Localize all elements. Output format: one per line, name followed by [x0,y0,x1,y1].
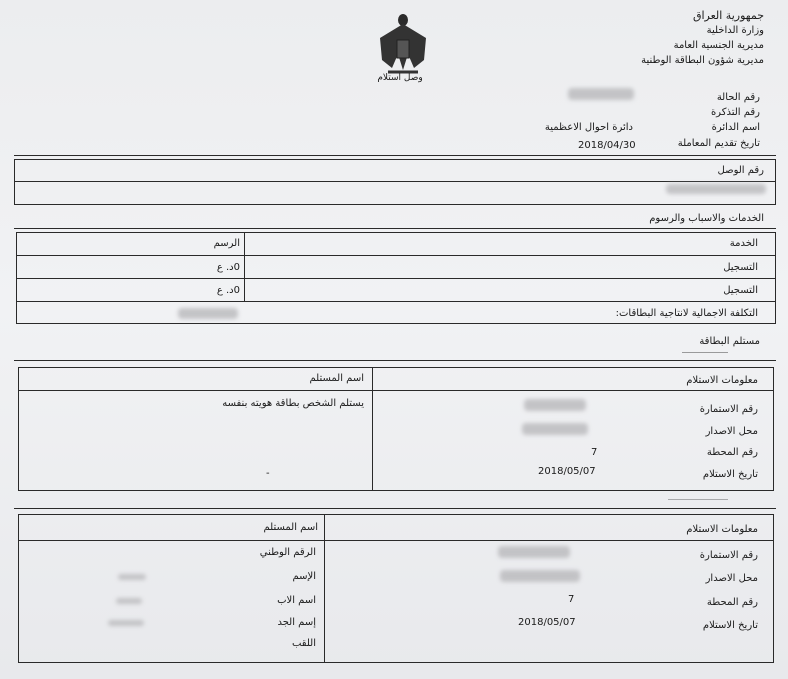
submission-date-value: 2018/04/30 [578,140,636,151]
recipient-dash-1: - [266,468,270,479]
redacted-form-number-2 [498,546,570,558]
directorate-name: مديرية الجنسية العامة [673,40,764,51]
receipt-info-header-2: معلومات الاستلام [686,524,758,535]
receipt-date-label-2: تاريخ الاستلام [702,620,758,631]
redacted-father-name [116,598,142,604]
fee-row-1: 0د. ع [216,262,240,273]
service-row-2: التسجيل [723,285,758,296]
eagle-emblem-icon [374,8,432,80]
receipt-date-label-1: تاريخ الاستلام [702,469,758,480]
receipt-info-table-2 [18,514,774,663]
station-number-value-1: 7 [591,447,598,458]
surname-label: اللقب [291,638,316,649]
redacted-case-number [568,88,634,100]
name-label: الإسم [292,571,316,582]
grandfather-name-label: إسم الجد [277,617,316,628]
receipt-info-table-1 [18,367,774,491]
receipt-date-value-2: 2018/05/07 [518,617,576,628]
fee-row-2: 0د. ع [216,285,240,296]
issue-place-label-2: محل الاصدار [705,573,758,584]
department-value: دائرة احوال الاعظمية [544,122,633,133]
service-header: الخدمة [729,238,758,249]
redacted-issue-place-2 [500,570,580,582]
case-number-label: رقم الحالة [716,92,760,103]
issue-place-label-1: محل الاصدار [705,426,758,437]
redacted-total-cost [178,308,238,319]
card-recipient-title: مستلم البطاقة [699,336,760,347]
department-name: مديرية شؤون البطاقة الوطنية [641,55,764,66]
receipt-info-header-1: معلومات الاستلام [686,375,758,386]
emblem-caption: وصل استلام [377,73,423,83]
redacted-name [118,574,146,580]
station-number-label-2: رقم المحطة [706,597,758,608]
form-number-label-2: رقم الاستمارة [699,550,758,561]
recipient-name-header-2: اسم المستلم [263,522,318,533]
self-collection-note: يستلم الشخص بطاقة هويته بنفسه [222,398,364,409]
fee-header: الرسم [213,238,240,249]
ministry-name: وزارة الداخلية [706,25,764,36]
father-name-label: اسم الاب [277,595,316,606]
redacted-grandfather-name [108,620,144,626]
country-name: جمهورية العراق [692,9,764,22]
services-section-title: الخدمات والاسباب والرسوم [649,213,764,224]
national-number-label: الرقم الوطني [259,547,316,558]
receipt-number-box [14,159,776,205]
redacted-receipt-number [666,184,766,194]
service-row-1: التسجيل [723,262,758,273]
receipt-date-value-1: 2018/05/07 [538,466,596,477]
total-cost-label: التكلفة الاجمالية لانتاجية البطاقات: [615,308,758,319]
department-label: اسم الدائرة [711,122,760,133]
ticket-number-label: رقم التذكرة [710,107,760,118]
redacted-issue-place-1 [522,423,588,435]
submission-date-label: تاريخ تقديم المعاملة [677,138,760,149]
redacted-form-number-1 [524,399,586,411]
receipt-number-label: رقم الوصل [717,165,764,176]
recipient-name-header-1: اسم المستلم [309,373,364,384]
station-number-label-1: رقم المحطة [706,447,758,458]
station-number-value-2: 7 [568,594,575,605]
form-number-label-1: رقم الاستمارة [699,404,758,415]
